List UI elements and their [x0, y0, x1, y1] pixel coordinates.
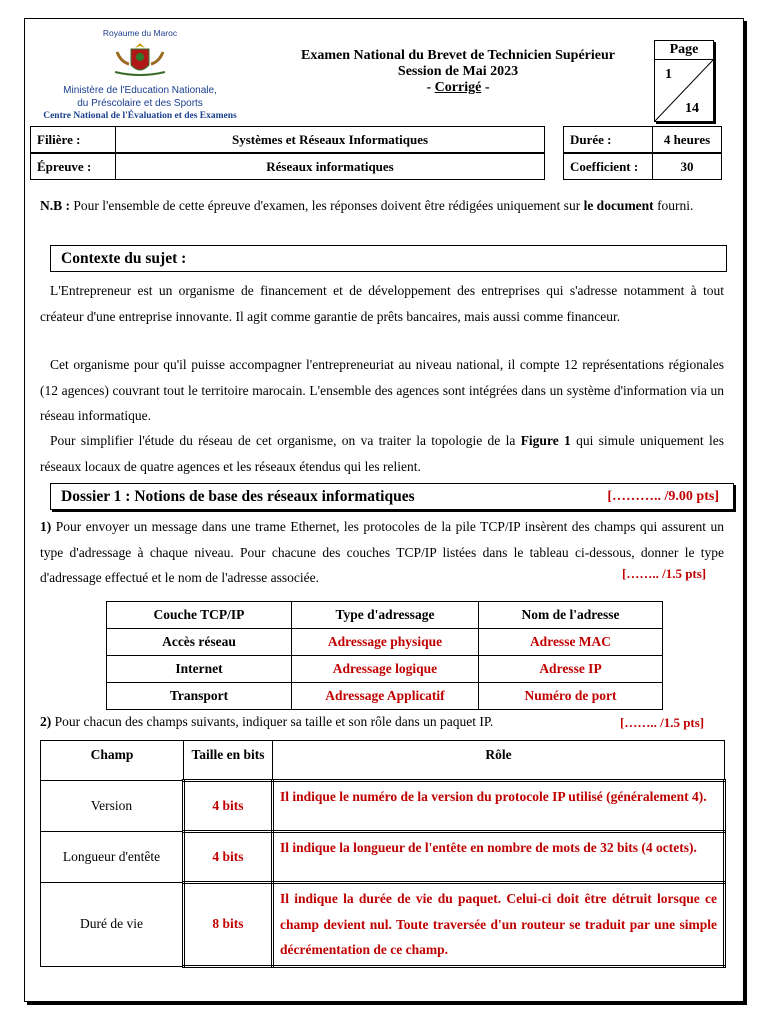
corrige-label: Corrigé — [434, 80, 482, 95]
coef-value: 30 — [652, 153, 722, 180]
kingdom-label: Royaume du Maroc — [102, 28, 178, 38]
q1-cell: Internet — [107, 656, 292, 683]
q1-table — [106, 601, 663, 710]
exam-line-2: Session de Mai 2023 — [397, 64, 519, 79]
question-1: 1) Pour envoyer un message dans une trame Ethernet, les protocoles de la pile TCP/IP insèrent des champs qui assurent un type d'adressage à chaque niveau. Pour chacune des couches TCP/IP listées dans le tableau ci-dessous, donner le type d'adressage effectué et le nom de l'adresse associée. — [40, 519, 724, 585]
q2-taille: 4 bits — [184, 781, 273, 832]
table-row — [41, 883, 725, 967]
page-divider-line — [655, 60, 713, 121]
q2-champ: Duré de vie — [41, 883, 184, 967]
q2-role: Il indique la longueur de l'entête en nombre de mots de 32 bits (4 octets). — [273, 832, 725, 883]
dossier1-title: Dossier 1 : Notions de base des réseaux informatiques — [61, 487, 415, 505]
q1-answer: Numéro de port — [479, 683, 663, 710]
coat-of-arms-icon — [109, 40, 171, 78]
page-number: 1 — [665, 67, 672, 82]
filiere-label: Filière : — [30, 126, 116, 153]
table-row — [107, 683, 663, 710]
question-2: 2) Pour chacun des champs suivants, indiquer sa taille et son rôle dans un paquet IP. — [40, 714, 494, 729]
table-row — [41, 781, 725, 832]
table-row — [107, 656, 663, 683]
ministry-name-2: du Préscolaire et des Sports — [77, 98, 203, 109]
centre-name: Centre National de l'Évaluation et des Examens — [43, 111, 237, 121]
q2-header-role: Rôle — [273, 741, 725, 781]
q1-header-nom: Nom de l'adresse — [479, 602, 663, 629]
q2-role: Il indique la durée de vie du paquet. Celui-ci doit être détruit lorsque ce champ devient nul. Toute traversée d'un routeur se traduit par une simple décrémentation de ce champ. — [273, 883, 725, 967]
q1-points: […….. /1.5 pts] — [622, 566, 707, 581]
q1-answer: Adressage physique — [292, 629, 479, 656]
page-total: 14 — [685, 101, 699, 116]
q2-table — [40, 740, 726, 968]
dossier1-heading — [50, 483, 734, 510]
q1-header-type: Type d'adressage — [292, 602, 479, 629]
table-row — [107, 629, 663, 656]
q1-answer: Adressage logique — [292, 656, 479, 683]
epreuve-value: Réseaux informatiques — [115, 153, 545, 180]
context-paragraph-2: Cet organisme pour qu'il puisse accompagner l'entrepreneuriat au niveau national, il compte 12 représentations régionales (12 agences) couvrant tout le territoire marocain. L'ensemble des agences sont intégrées dans un système d'information via un réseau informatique. — [40, 357, 724, 423]
q2-header-champ: Champ — [41, 741, 184, 781]
dossier1-points: [……….. /9.00 pts] — [607, 488, 719, 504]
q1-cell: Accès réseau — [107, 629, 292, 656]
ministry-logo-block — [30, 28, 250, 121]
q1-answer: Adresse MAC — [479, 629, 663, 656]
exam-line-1: Examen National du Brevet de Technicien Supérieur — [301, 48, 615, 63]
q2-header-taille: Taille en bits — [184, 741, 273, 781]
q1-answer: Adresse IP — [479, 656, 663, 683]
q2-role: Il indique le numéro de la version du protocole IP utilisé (généralement 4). — [273, 781, 725, 832]
epreuve-label: Épreuve : — [30, 153, 116, 180]
exam-line-3: - Corrigé - — [426, 80, 490, 95]
exam-title — [258, 48, 658, 96]
duree-label: Durée : — [563, 126, 653, 153]
ministry-name-1: Ministère de l'Education Nationale, — [63, 85, 217, 96]
q1-answer: Adressage Applicatif — [292, 683, 479, 710]
duree-value: 4 heures — [652, 126, 722, 153]
q1-header-couche: Couche TCP/IP — [107, 602, 292, 629]
context-paragraph-1: L'Entrepreneur est un organisme de financement et de développement des entreprises qui s'adresse notamment à tout créateur d'une entreprise innovante. Il agit comme garantie de prêts bancaires, mais aussi comme financeur. — [40, 283, 724, 324]
q2-champ: Longueur d'entête — [41, 832, 184, 883]
coef-label: Coefficient : — [563, 153, 653, 180]
q2-taille: 8 bits — [184, 883, 273, 967]
nb-note: N.B : Pour l'ensemble de cette épreuve d'examen, les réponses doivent être rédigées uniquement sur le document fourni. — [40, 198, 694, 213]
filiere-value: Systèmes et Réseaux Informatiques — [115, 126, 545, 153]
q2-champ: Version — [41, 781, 184, 832]
context-paragraph-3: Pour simplifier l'étude du réseau de cet organisme, on va traiter la topologie de la Figure 1 qui simule uniquement les réseaux locaux de quatre agences et les réseaux étendus qui les relient. — [40, 433, 724, 474]
q1-cell: Transport — [107, 683, 292, 710]
context-heading: Contexte du sujet : — [50, 245, 727, 272]
page-label: Page — [655, 41, 713, 60]
q2-taille: 4 bits — [184, 832, 273, 883]
table-row — [41, 832, 725, 883]
q2-points: […….. /1.5 pts] — [620, 715, 705, 730]
page-number-box — [654, 40, 714, 122]
